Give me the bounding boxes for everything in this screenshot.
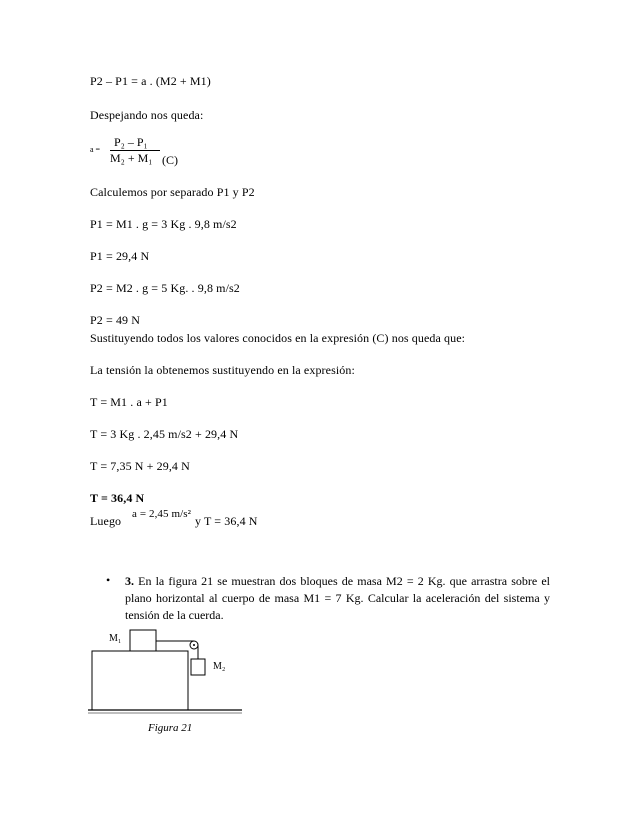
figure-caption: Figura 21 (148, 722, 193, 734)
acceleration-result: a = 2,45 m/s² (132, 508, 192, 520)
problem-statement (125, 573, 550, 624)
p2-value: P2 = 49 N (90, 313, 141, 327)
formula-c (90, 135, 200, 170)
formula-c-label: (C) (162, 153, 178, 167)
t-result: T = 36,4 N (90, 491, 145, 505)
problem-text: En la figura 21 se muestran dos bloques de masa M2 = 2 Kg. que arrastra sobre el plano horizontal al cuerpo de masa M1 = 7 Kg. Calcular la aceleración del sistema y tensión de la cuerda. (125, 574, 550, 622)
sustituyendo-text: Sustituyendo todos los valores conocidos en la expresión (C) nos queda que: (90, 331, 466, 345)
formula-numerator: P₂ – P₁ (114, 135, 148, 149)
block-m1 (130, 630, 156, 651)
bullet: • (106, 573, 111, 587)
p2-formula: P2 = M2 . g = 5 Kg. . 9,8 m/s2 (90, 281, 240, 295)
luego-label: Luego (90, 514, 122, 528)
p1-formula: P1 = M1 . g = 3 Kg . 9,8 m/s2 (90, 217, 237, 231)
despejando-text: Despejando nos queda: (90, 108, 204, 122)
t-formula: T = M1 . a + P1 (90, 395, 168, 409)
calculemos-text: Calculemos por separado P1 y P2 (90, 185, 255, 199)
equation-p2-minus-p1: P2 – P1 = a . (M2 + M1) (90, 74, 211, 88)
problem-number: 3. (125, 574, 134, 588)
block-m2 (191, 659, 205, 675)
label-m1: M₁ (109, 633, 122, 644)
formula-denominator: M₂ + M₁ (110, 151, 153, 165)
tension-text: La tensión la obtenemos sustituyendo en la expresión: (90, 363, 355, 377)
pulley-center (193, 644, 195, 646)
table-block (92, 651, 188, 710)
pulley-icon (190, 641, 198, 649)
tension-result: y T = 36,4 N (195, 514, 258, 528)
formula-lhs: a = (90, 145, 101, 154)
p1-value: P1 = 29,4 N (90, 249, 150, 263)
t-substitution: T = 3 Kg . 2,45 m/s2 + 29,4 N (90, 427, 239, 441)
label-m2: M₂ (213, 661, 226, 672)
t-sum: T = 7,35 N + 29,4 N (90, 459, 190, 473)
